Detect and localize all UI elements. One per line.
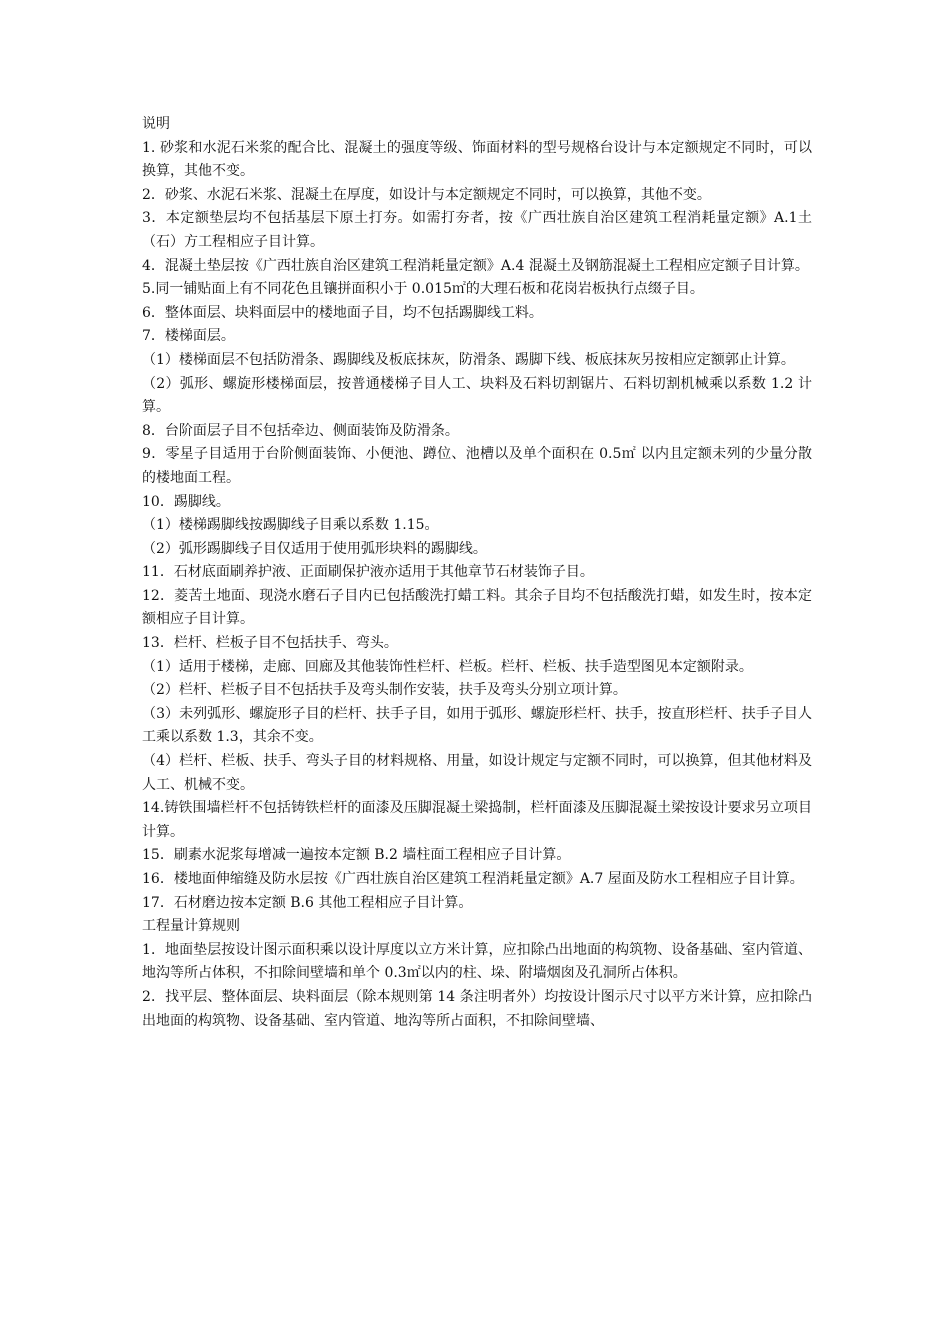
- note-paragraph: 17．石材磨边按本定额 B.6 其他工程相应子目计算。: [142, 894, 473, 911]
- document-body: [142, 113, 812, 1033]
- section-heading-calculation-rules: 工程量计算规则: [142, 918, 240, 935]
- note-paragraph: 7．楼梯面层。: [142, 328, 235, 345]
- rule-paragraph: 1．地面垫层按设计图示面积乘以设计厚度以立方米计算，应扣除凸出地面的构筑物、设备基础、室内管道、地沟等所占体积，不扣除间壁墙和单个 0.3㎡以内的柱、垛、附墙烟囱及孔洞所占体积。: [142, 941, 812, 982]
- note-paragraph: 11．石材底面刷养护液、正面刷保护液亦适用于其他章节石材装饰子目。: [142, 564, 594, 581]
- note-paragraph: 3．本定额垫层均不包括基层下原土打夯。如需打夯者，按《广西壮族自治区建筑工程消耗量定额》A.1土（石）方工程相应子目计算。: [142, 210, 812, 250]
- rule-paragraph: 2．找平层、整体面层、块料面层（除本规则第 14 条注明者外）均按设计图示尺寸以平方米计算，应扣除凸出地面的构筑物、设备基础、室内管道、地沟等所占面积，不扣除间壁墙、: [142, 988, 812, 1029]
- note-subparagraph: （3）未列弧形、螺旋形子目的栏杆、扶手子目，如用于弧形、螺旋形栏杆、扶手，按直形栏杆、扶手子目人工乘以系数 1.3，其余不变。: [142, 705, 812, 746]
- note-paragraph: 16．楼地面伸缩缝及防水层按《广西壮族自治区建筑工程消耗量定额》A.7 屋面及防水工程相应子目计算。: [142, 871, 804, 887]
- note-subparagraph: （1）适用于楼梯，走廊、回廊及其他装饰性栏杆、栏板。栏杆、栏板、扶手造型图见本定额附录。: [142, 658, 753, 675]
- note-subparagraph: （4）栏杆、栏板、扶手、弯头子目的材料规格、用量，如设计规定与定额不同时，可以换算，但其他材料及人工、机械不变。: [142, 753, 812, 793]
- note-paragraph: 14.铸铁围墙栏杆不包括铸铁栏杆的面漆及压脚混凝土梁捣制，栏杆面漆及压脚混凝土梁按设计要求另立项目计算。: [142, 800, 812, 840]
- note-paragraph: 1. 砂浆和水泥石米浆的配合比、混凝土的强度等级、饰面材料的型号规格台设计与本定额规定不同时，可以换算，其他不变。: [142, 139, 812, 180]
- section-heading-notes: 说明: [142, 116, 170, 132]
- note-paragraph: 9．零星子目适用于台阶侧面装饰、小便池、蹲位、池槽以及单个面积在 0.5㎡ 以内且定额未列的少量分散的楼地面工程。: [142, 446, 812, 486]
- note-paragraph: 2．砂浆、水泥石米浆、混凝土在厚度，如设计与本定额规定不同时，可以换算，其他不变。: [142, 186, 711, 203]
- note-paragraph: 10．踢脚线。: [142, 493, 230, 510]
- note-paragraph: 4．混凝土垫层按《广西壮族自治区建筑工程消耗量定额》A.4 混凝土及钢筋混凝土工程相应定额子目计算。: [142, 257, 809, 274]
- note-subparagraph: （2）弧形、螺旋形楼梯面层，按普通楼梯子目人工、块料及石料切割锯片、石料切割机械乘以系数 1.2 计算。: [142, 375, 812, 416]
- note-paragraph: 13．栏杆、栏板子目不包括扶手、弯头。: [142, 635, 398, 652]
- note-paragraph: 15．刷素水泥浆每增减一遍按本定额 B.2 墙柱面工程相应子目计算。: [142, 847, 571, 864]
- note-subparagraph: （2）栏杆、栏板子目不包括扶手及弯头制作安装，扶手及弯头分别立项计算。: [142, 682, 627, 699]
- note-subparagraph: （2）弧形踢脚线子目仅适用于使用弧形块料的踢脚线。: [142, 540, 487, 557]
- note-paragraph: 12．菱苦土地面、现浇水磨石子目内已包括酸洗打蜡工料。其余子目均不包括酸洗打蜡，如发生时，按本定额相应子目计算。: [142, 587, 812, 628]
- note-subparagraph: （1）楼梯面层不包括防滑条、踢脚线及板底抹灰，防滑条、踢脚下线、板底抹灰另按相应定额郭止计算。: [142, 351, 795, 368]
- note-paragraph: 6．整体面层、块料面层中的楼地面子目，均不包括踢脚线工料。: [142, 304, 543, 321]
- note-paragraph: 8．台阶面层子目不包括牵边、侧面装饰及防滑条。: [142, 422, 459, 439]
- note-paragraph: 5.同一铺贴面上有不同花色且镶拼面积小于 0.015㎡的大理石板和花岗岩板执行点缀子目。: [142, 281, 704, 298]
- note-subparagraph: （1）楼梯踢脚线按踢脚线子目乘以系数 1.15。: [142, 517, 439, 534]
